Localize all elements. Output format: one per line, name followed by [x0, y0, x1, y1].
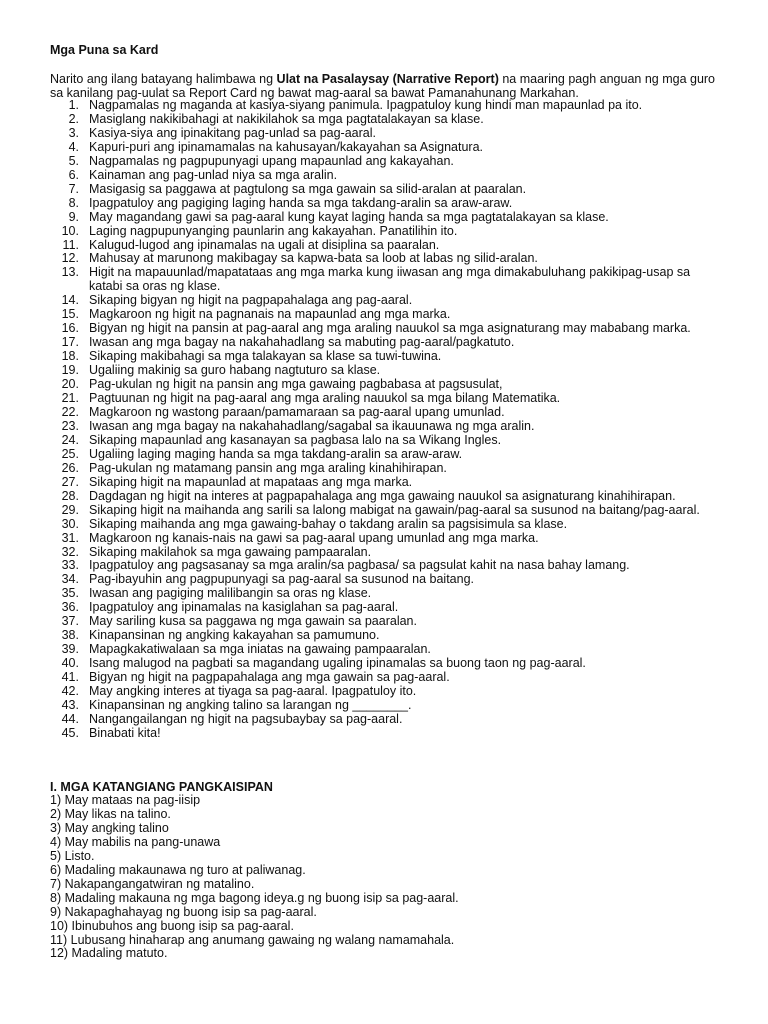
remark-text: Sikaping bigyan ng higit na pagpapahalaga ang pag-aaral. — [89, 293, 413, 308]
remark-item — [50, 727, 720, 741]
remark-number: 20. — [61, 377, 79, 392]
remark-number: 31. — [61, 530, 79, 545]
remark-item — [50, 322, 720, 336]
remark-item — [50, 685, 720, 699]
remark-text: Sikaping makilahok sa mga gawaing pampaaralan. — [89, 544, 372, 559]
remark-number: 21. — [61, 391, 79, 406]
remark-text: Sikaping higit na mapaunlad at mapataas ang mga marka. — [89, 474, 413, 489]
remark-item — [50, 643, 720, 657]
remark-text: Laging nagpupunyanging paunlarin ang kakayahan. Panatilihin ito. — [89, 223, 458, 238]
remark-text: Ipagpatuloy ang pagiging laging handa sa mga takdang-aralin sa araw-araw. — [89, 195, 513, 210]
trait-item: 7) Nakapangangatwiran ng matalino. — [50, 876, 255, 891]
remark-text: Bigyan ng higit na pansin at pag-aaral ang mga araling nauukol sa mga asignaturang may mababang marka. — [89, 321, 691, 336]
remark-number: 22. — [61, 404, 79, 419]
remark-number: 18. — [61, 349, 79, 364]
remark-text: Sikaping makibahagi sa mga talakayan sa klase sa tuwi-tuwina. — [89, 349, 442, 364]
remark-text: Ugaliing laging maging handa sa mga takdang-aralin sa araw-araw. — [89, 446, 463, 461]
remark-number: 36. — [61, 600, 79, 615]
remark-item — [50, 462, 720, 476]
remark-item — [50, 434, 720, 448]
remark-text: Magkaroon ng wastong paraan/pamamaraan sa pag-aaral upang umunlad. — [89, 404, 505, 419]
remark-number: 26. — [61, 460, 79, 475]
remark-text: Binabati kita! — [89, 725, 161, 740]
remark-number: 35. — [61, 586, 79, 601]
remark-item — [50, 252, 720, 266]
remark-item — [50, 99, 720, 113]
remark-text: Kinapansinan ng angking talino sa larangan ng ________. — [89, 697, 412, 712]
remark-number: 33. — [61, 558, 79, 573]
remark-number: 24. — [61, 432, 79, 447]
remark-item — [50, 476, 720, 490]
remark-item — [50, 448, 720, 462]
remark-item — [50, 532, 720, 546]
remark-number: 38. — [61, 628, 79, 643]
remark-number: 17. — [61, 335, 79, 350]
trait-item: 5) Listo. — [50, 848, 95, 863]
trait-item: 2) May likas na talino. — [50, 806, 171, 821]
remark-text: Kasiya-siya ang ipinakitang pag-unlad sa pag-aaral. — [89, 125, 376, 140]
remark-text: Pag-ukulan ng higit na pansin ang mga gawaing pagbabasa at pagsusulat, — [89, 377, 503, 392]
trait-item: 1) May mataas na pag-iisip — [50, 793, 201, 807]
remark-number: 7. — [68, 181, 79, 196]
remark-item — [50, 601, 720, 615]
remark-item — [50, 420, 720, 434]
remark-number: 9. — [68, 209, 79, 224]
remark-text: Kinapansinan ng angking kakayahan sa pamumuno. — [89, 628, 380, 643]
remark-item — [50, 699, 720, 713]
remark-text: Higit na mapauunlad/mapatataas ang mga marka kung iiwasan ang mga dimakabuluhang pakikipag-usap sa katabi sa oras ng klase. — [89, 265, 691, 294]
remark-item — [50, 364, 720, 378]
intro-paragraph — [50, 72, 730, 100]
remark-text: Magkaroon ng higit na pagnanais na mapaunlad ang mga marka. — [89, 307, 451, 322]
remarks-list — [50, 99, 720, 741]
remark-text: May angking interes at tiyaga sa pag-aaral. Ipagpatuloy ito. — [89, 684, 417, 699]
remark-item — [50, 546, 720, 560]
remark-number: 19. — [61, 363, 79, 378]
trait-item: 11) Lubusang hinaharap ang anumang gawaing ng walang namamahala. — [50, 932, 455, 947]
remark-number: 13. — [61, 265, 79, 280]
remark-number: 2. — [68, 111, 79, 126]
remark-item — [50, 559, 720, 573]
document-title: Mga Puna sa Kard — [50, 43, 159, 57]
remark-number: 39. — [61, 642, 79, 657]
remark-text: Kainaman ang pag-unlad niya sa mga aralin. — [89, 167, 338, 182]
remark-number: 23. — [61, 418, 79, 433]
remark-item — [50, 197, 720, 211]
remark-number: 3. — [68, 125, 79, 140]
remark-text: Pag-ukulan ng matamang pansin ang mga araling kinahihirapan. — [89, 460, 447, 475]
trait-item: 9) Nakapaghahayag ng buong isip sa pag-aaral. — [50, 904, 317, 919]
remark-text: Mapagkakatiwalaan sa mga iniatas na gawaing pampaaralan. — [89, 642, 431, 657]
trait-item: 3) May angking talino — [50, 820, 169, 835]
remark-number: 12. — [61, 251, 79, 266]
remark-number: 32. — [61, 544, 79, 559]
remark-number: 42. — [61, 684, 79, 699]
trait-item: 4) May mabilis na pang-unawa — [50, 834, 221, 849]
remark-item — [50, 183, 720, 197]
remark-text: May sariling kusa sa paggawa ng mga gawain sa paaralan. — [89, 614, 417, 629]
remark-item — [50, 308, 720, 322]
trait-item: 8) Madaling makauna ng mga bagong ideya.g ng buong isip sa pag-aaral. — [50, 890, 459, 905]
remark-number: 41. — [61, 670, 79, 685]
remark-item — [50, 629, 720, 643]
remark-item — [50, 294, 720, 308]
remark-item — [50, 378, 720, 392]
remark-number: 44. — [61, 711, 79, 726]
remark-item — [50, 490, 720, 504]
remark-item — [50, 266, 720, 294]
remark-text: Mahusay at marunong makibagay sa kapwa-bata sa loob at labas ng silid-aralan. — [89, 251, 538, 266]
traits-list — [50, 794, 730, 961]
remark-number: 6. — [68, 167, 79, 182]
remark-text: Ipagpatuloy ang pagsasanay sa mga aralin/sa pagbasa/ sa pagsulat kahit na nasa bahay lamang. — [89, 558, 630, 573]
remark-item — [50, 225, 720, 239]
remark-text: Kalugud-lugod ang ipinamalas na ugali at disiplina sa paaralan. — [89, 237, 440, 252]
remark-text: Sikaping maihanda ang mga gawaing-bahay o takdang aralin sa pagsisimula sa klase. — [89, 516, 568, 531]
remark-text: Nagpamalas ng pagpupunyagi upang mapaunlad ang kakayahan. — [89, 153, 454, 168]
remark-text: Magkaroon ng kanais-nais na gawi sa pag-aaral upang umunlad ang mga marka. — [89, 530, 539, 545]
remark-text: May magandang gawi sa pag-aaral kung kayat laging handa sa mga pagtatalakayan sa klase. — [89, 209, 609, 224]
remark-item — [50, 573, 720, 587]
remark-number: 15. — [61, 307, 79, 322]
remark-item — [50, 239, 720, 253]
remark-item — [50, 406, 720, 420]
remark-number: 25. — [61, 446, 79, 461]
remark-item — [50, 587, 720, 601]
remark-number: 30. — [61, 516, 79, 531]
remark-item — [50, 113, 720, 127]
remark-item — [50, 504, 720, 518]
remark-text: Masigasig sa paggawa at pagtulong sa mga gawain sa silid-aralan at paaralan. — [89, 181, 527, 196]
remark-number: 5. — [68, 153, 79, 168]
remark-text: Pag-ibayuhin ang pagpupunyagi sa pag-aaral sa susunod na baitang. — [89, 572, 475, 587]
remark-number: 34. — [61, 572, 79, 587]
remark-text: Iwasan ang pagiging malilibangin sa oras ng klase. — [89, 586, 372, 601]
remark-item — [50, 615, 720, 629]
intro-text-before: Narito ang ilang batayang halimbawa ng — [50, 72, 277, 86]
remark-text: Sikaping higit na maihanda ang sarili sa lalong mabigat na gawain/pag-aaral sa susunod na baitang/pag-aaral. — [89, 502, 700, 517]
remark-number: 29. — [61, 502, 79, 517]
remark-item — [50, 713, 720, 727]
remark-number: 37. — [61, 614, 79, 629]
remark-item — [50, 350, 720, 364]
remark-item — [50, 518, 720, 532]
remark-number: 10. — [61, 223, 79, 238]
section-heading: I. MGA KATANGIANG PANGKAISIPAN — [50, 780, 273, 794]
remark-number: 4. — [68, 139, 79, 154]
intro-bold-term: Ulat na Pasalaysay (Narrative Report) — [276, 72, 499, 86]
remark-number: 27. — [61, 474, 79, 489]
remark-text: Masiglang nakikibahagi at nakikilahok sa mga pagtatalakayan sa klase. — [89, 111, 484, 126]
remark-text: Kapuri-puri ang ipinamamalas na kahusayan/kakayahan sa Asignatura. — [89, 139, 483, 154]
remark-number: 1. — [68, 98, 79, 112]
remark-item — [50, 657, 720, 671]
trait-item: 12) Madaling matuto. — [50, 946, 168, 961]
remark-text: Sikaping mapaunlad ang kasanayan sa pagbasa lalo na sa Wikang Ingles. — [89, 432, 502, 447]
remark-text: Iwasan ang mga bagay na nakahahadlang sa mabuting pag-aaral/pagkatuto. — [89, 335, 515, 350]
intro-text-after: na maaring pagh anguan ng mga guro sa kanilang pag-uulat sa Report Card ng bawat mag-aaral sa bawat Pamanahunang Markahan. — [50, 72, 716, 100]
trait-item: 6) Madaling makaunawa ng turo at paliwanag. — [50, 862, 306, 877]
remark-item — [50, 141, 720, 155]
remark-text: Isang malugod na pagbati sa magandang ugaling ipinamalas sa buong taon ng pag-aaral. — [89, 656, 586, 671]
remark-item — [50, 169, 720, 183]
remark-number: 11. — [62, 237, 79, 252]
remark-number: 43. — [61, 697, 79, 712]
remark-text: Iwasan ang mga bagay na nakahahadlang/sagabal sa ikauunawa ng mga aralin. — [89, 418, 535, 433]
remark-item — [50, 392, 720, 406]
remark-number: 28. — [61, 488, 79, 503]
remark-item — [50, 211, 720, 225]
remark-text: Nagpamalas ng maganda at kasiya-siyang panimula. Ipagpatuloy kung hindi man mapaunlad pa ito. — [89, 98, 643, 112]
remark-number: 16. — [61, 321, 79, 336]
remark-text: Ugaliing makinig sa guro habang nagtuturo sa klase. — [89, 363, 381, 378]
remark-item — [50, 671, 720, 685]
remark-text: Bigyan ng higit na pagpapahalaga ang mga gawain sa pag-aaral. — [89, 670, 450, 685]
remark-item — [50, 155, 720, 169]
remark-number: 45. — [61, 725, 79, 740]
remark-item — [50, 336, 720, 350]
trait-item: 10) Ibinubuhos ang buong isip sa pag-aaral. — [50, 918, 294, 933]
remark-text: Nangangailangan ng higit na pagsubaybay sa pag-aaral. — [89, 711, 403, 726]
remark-item — [50, 127, 720, 141]
remark-number: 14. — [61, 293, 79, 308]
remark-text: Ipagpatuloy ang ipinamalas na kasiglahan sa pag-aaral. — [89, 600, 399, 615]
remark-number: 8. — [68, 195, 79, 210]
remark-text: Pagtuunan ng higit na pag-aaral ang mga araling nauukol sa mga bilang Matematika. — [89, 391, 561, 406]
remark-text: Dagdagan ng higit na interes at pagpapahalaga ang mga gawaing nauukol sa asignaturang kinahihirapan. — [89, 488, 676, 503]
remark-number: 40. — [61, 656, 79, 671]
